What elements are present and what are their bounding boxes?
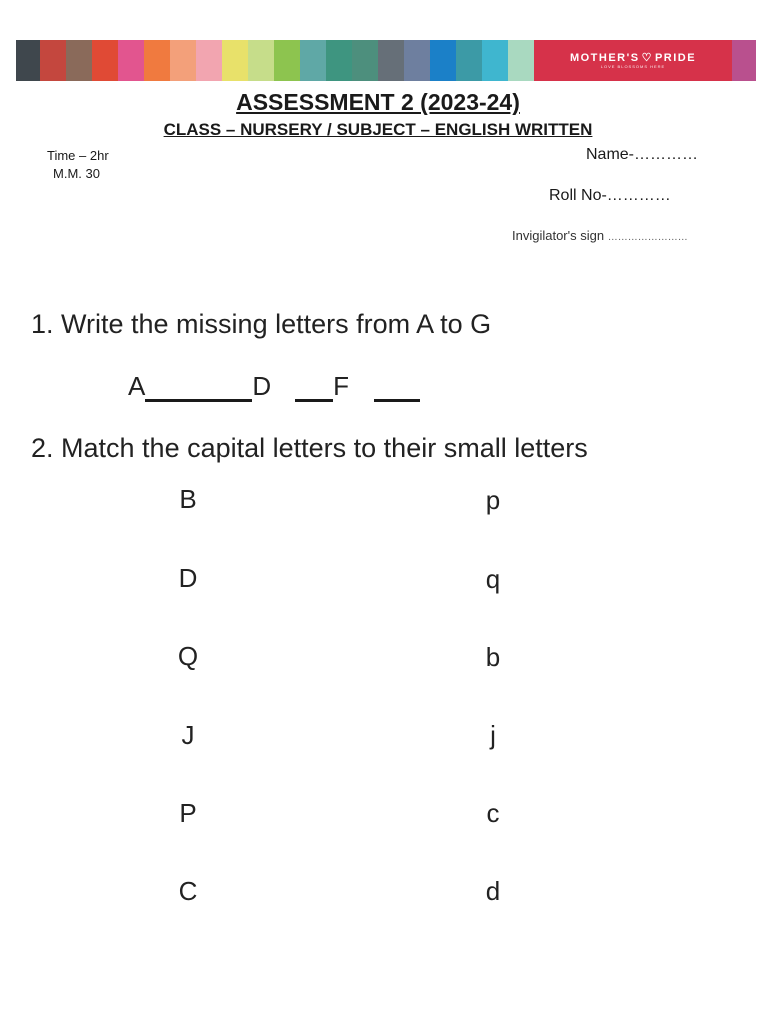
invigilator-label: Invigilator's sign	[512, 228, 605, 243]
banner-stripe	[508, 40, 534, 81]
capital-letter: D	[178, 563, 198, 593]
capital-letter: J	[181, 720, 195, 750]
brand-name-right: PRIDE	[654, 51, 697, 64]
banner-stripe	[378, 40, 404, 81]
banner-stripe	[144, 40, 170, 81]
brand-name-left: MOTHER'S	[569, 51, 640, 64]
name-field: Name-…………	[586, 146, 699, 163]
time-label: Time – 2hr	[47, 148, 109, 163]
capital-letter: B	[179, 484, 197, 514]
letter-a: A	[128, 371, 146, 401]
blank-line	[145, 375, 252, 402]
capital-letter: C	[178, 876, 198, 906]
brand-name	[570, 52, 696, 64]
max-marks-label: M.M. 30	[53, 166, 100, 181]
invigilator-sign-field	[512, 228, 688, 246]
blank-line	[374, 375, 420, 402]
banner-stripe	[456, 40, 482, 81]
banner-stripe	[40, 40, 66, 81]
school-banner	[16, 40, 768, 81]
invigilator-dots: ……………………	[607, 232, 688, 243]
banner-stripe	[118, 40, 144, 81]
page-title: ASSESSMENT 2 (2023-24)	[236, 89, 520, 115]
brand-tagline: LOVE BLOSSOMS HERE	[600, 63, 666, 69]
banner-stripe	[274, 40, 300, 81]
banner-stripe	[92, 40, 118, 81]
banner-stripe	[222, 40, 248, 81]
brand-logo	[534, 40, 732, 81]
page-subtitle: CLASS – NURSERY / SUBJECT – ENGLISH WRITTEN	[163, 120, 593, 139]
letter-d: D	[252, 371, 272, 401]
banner-stripe	[300, 40, 326, 81]
small-letter: q	[485, 564, 501, 594]
capital-letter: Q	[177, 641, 199, 671]
small-letter: p	[485, 485, 501, 515]
banner-stripe	[404, 40, 430, 81]
banner-stripe	[16, 40, 40, 81]
question-1: 1. Write the missing letters from A to G	[31, 309, 492, 339]
heart-icon: ♡	[641, 51, 653, 64]
banner-stripe	[732, 40, 756, 81]
banner-stripe	[482, 40, 508, 81]
banner-stripe	[66, 40, 92, 81]
banner-stripe	[248, 40, 274, 81]
banner-stripe	[170, 40, 196, 81]
missing-letters-row	[128, 370, 420, 402]
small-letter: c	[486, 798, 500, 828]
small-letter: j	[490, 720, 496, 750]
roll-number-field: Roll No-…………	[549, 187, 671, 204]
letter-f: F	[333, 371, 350, 401]
banner-stripe	[352, 40, 378, 81]
capital-letter: P	[179, 798, 197, 828]
banner-stripe	[196, 40, 222, 81]
question-2: 2. Match the capital letters to their small letters	[31, 433, 588, 463]
banner-stripe	[326, 40, 352, 81]
banner-stripe	[430, 40, 456, 81]
blank-line	[295, 375, 333, 402]
small-letter: b	[485, 642, 501, 672]
small-letter: d	[485, 876, 501, 906]
